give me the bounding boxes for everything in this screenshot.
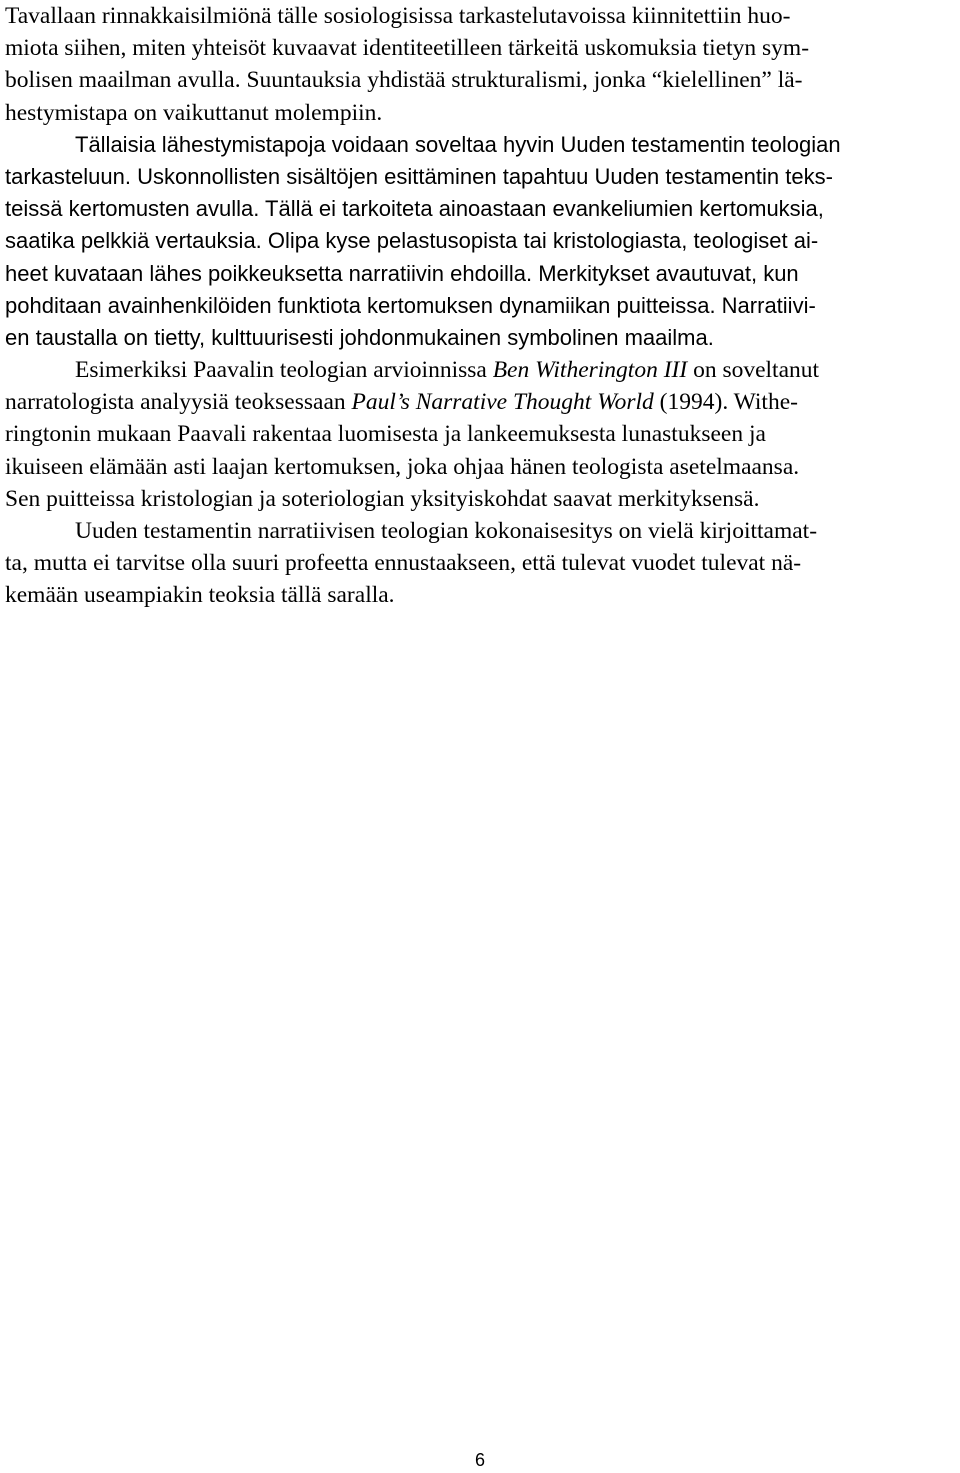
italic-title-text: Ben Witherington III — [492, 357, 688, 384]
text-line: ikuiseen elämään asti laajan kertomuksen, joka ohjaa hänen teologista asetelmaansa. — [5, 453, 800, 480]
text-line: heet kuvataan lähes poikkeuksetta narratiivin ehdoilla. Merkitykset avautuvat, kun — [5, 260, 799, 286]
text-line: hestymistapa on vaikuttanut molempiin. — [5, 99, 383, 126]
text-line — [5, 354, 955, 386]
text-line: kemään useampiakin teoksia tällä saralla. — [5, 582, 395, 609]
text-line: pohditaan avainhenkilöiden funktiota kertomuksen dynamiikan puitteissa. Narratiivi- — [5, 292, 816, 318]
text-segment: on soveltanut — [687, 357, 820, 384]
text-line: bolisen maailman avulla. Suuntauksia yhdistää strukturalismi, jonka “kielellinen” lä- — [5, 67, 803, 94]
document-body — [5, 0, 955, 612]
page-number: 6 — [474, 1450, 485, 1470]
text-line: saatika pelkkiä vertauksia. Olipa kyse pelastusopista tai kristologiasta, teologiset ai- — [5, 228, 819, 254]
text-segment: (1994). Withe- — [653, 389, 798, 416]
text-line: Sen puitteissa kristologian ja soteriologian yksityiskohdat saavat merkityksensä. — [5, 485, 760, 512]
text-line: tarkasteluun. Uskonnollisten sisältöjen esittäminen tapahtuu Uuden testamentin teks- — [5, 163, 833, 189]
italic-title-text: Paul’s Narrative Thought World — [351, 389, 654, 416]
text-line: teissä kertomusten avulla. Tällä ei tarkoiteta ainoastaan evankeliumien kertomuksia, — [5, 196, 824, 222]
text-line: Tällaisia lähestymistapoja voidaan soveltaa hyvin Uuden testamentin teologian — [75, 131, 841, 157]
text-line: Tavallaan rinnakkaisilmiönä tälle sosiologisissa tarkastelutavoissa kiinnitettiin huo- — [5, 3, 791, 29]
text-line — [5, 386, 955, 418]
text-line: miota siihen, miten yhteisöt kuvaavat identiteetilleen tärkeitä uskomuksia tietyn sym- — [5, 35, 810, 62]
text-line: Uuden testamentin narratiivisen teologian kokonaisesitys on vielä kirjoittamat- — [75, 518, 818, 544]
text-line: en taustalla on tietty, kulttuurisesti johdonmukainen symbolinen maailma. — [5, 324, 714, 350]
text-segment: narratologista analyysiä teoksessaan — [5, 389, 352, 416]
text-line: ta, mutta ei tarvitse olla suuri profeetta ennustaakseen, että tulevat vuodet tulevat nä- — [5, 550, 802, 577]
text-segment: Esimerkiksi Paavalin teologian arvioinnissa — [75, 357, 493, 384]
text-line: ringtonin mukaan Paavali rakentaa luomisesta ja lankeemuksesta lunastukseen ja — [5, 421, 766, 448]
